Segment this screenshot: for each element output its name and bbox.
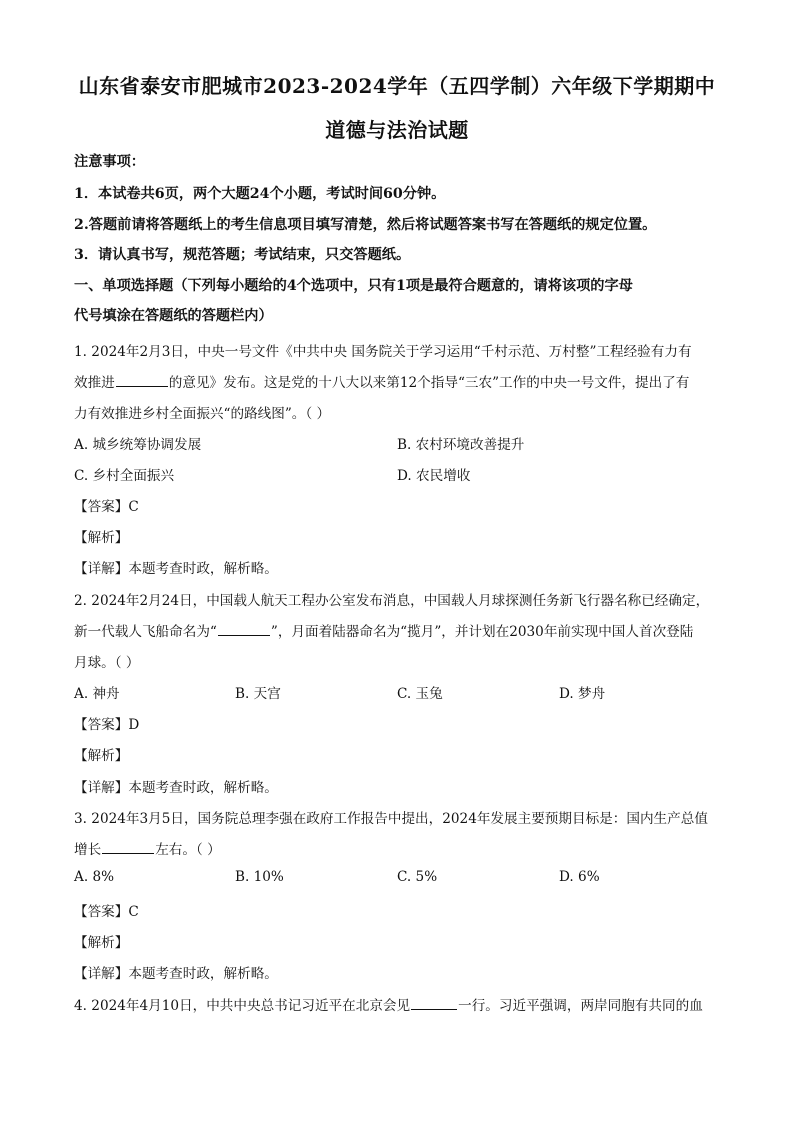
answer-value: C bbox=[128, 499, 139, 515]
option-a: A. 8% bbox=[74, 869, 115, 885]
answer-value: C bbox=[128, 904, 139, 920]
stem-text: 左右。（ ） bbox=[155, 842, 221, 858]
answer-blank bbox=[218, 623, 270, 636]
answer-label: 【答案】 bbox=[74, 499, 129, 515]
detail-line bbox=[74, 776, 278, 796]
question-1-stem-line-2 bbox=[74, 371, 689, 391]
stem-text: 效推进 bbox=[74, 375, 115, 391]
detail-label: 【详解】 bbox=[74, 561, 129, 577]
detail-line bbox=[74, 557, 278, 577]
notice-heading: 注意事项： bbox=[74, 154, 145, 170]
option-a: A. 神舟 bbox=[74, 686, 120, 702]
exam-title-line-1: 山东省泰安市肥城市2023-2024学年（五四学制）六年级下学期期中 bbox=[78, 74, 716, 98]
question-2-stem-line-3: 月球。（ ） bbox=[74, 655, 140, 671]
exam-title-line-2: 道德与法治试题 bbox=[325, 118, 469, 142]
question-1-stem-line-3: 力有效推进乡村全面振兴“的路线图”。（ ） bbox=[74, 406, 331, 422]
question-2-stem-line-1: 2. 2024年2月24日，中国载人航天工程办公室发布消息，中国载人月球探测任务新飞行器名称已经确定， bbox=[74, 593, 710, 609]
answer-blank bbox=[102, 841, 154, 854]
answer-blank bbox=[411, 997, 457, 1010]
stem-text: 4. 2024年4月10日，中共中央总书记习近平在北京会见 bbox=[74, 998, 411, 1014]
detail-label: 【详解】 bbox=[74, 966, 129, 982]
stem-text: 的意见》发布。这是党的十八大以来第12个指导“三农”工作的中央一号文件，提出了有 bbox=[168, 375, 690, 391]
answer-blank bbox=[116, 374, 168, 387]
option-c: C. 玉兔 bbox=[397, 686, 443, 702]
answer-line bbox=[74, 900, 139, 920]
option-b: B. 农村环境改善提升 bbox=[397, 437, 525, 453]
notice-item: 1．本试卷共6页，两个大题24个小题，考试时间60分钟。 bbox=[74, 186, 446, 202]
section-heading-line-1: 一、单项选择题（下列每小题给的4个选项中，只有1项是最符合题意的，请将该项的字母 bbox=[74, 278, 633, 294]
option-a: A. 城乡统筹协调发展 bbox=[74, 437, 202, 453]
option-d: D. 农民增收 bbox=[397, 468, 471, 484]
analysis-label: 【解析】 bbox=[74, 530, 129, 546]
answer-label: 【答案】 bbox=[74, 717, 129, 733]
stem-text: 新一代载人飞船命名为“ bbox=[74, 624, 217, 640]
option-b: B. 天宫 bbox=[235, 686, 281, 702]
detail-text: 本题考查时政，解析略。 bbox=[128, 966, 278, 982]
option-c: C. 乡村全面振兴 bbox=[74, 468, 175, 484]
answer-value: D bbox=[128, 717, 140, 733]
analysis-label: 【解析】 bbox=[74, 748, 129, 764]
detail-text: 本题考查时政，解析略。 bbox=[128, 561, 278, 577]
question-2-stem-line-2 bbox=[74, 620, 693, 640]
question-3-stem-line-2 bbox=[74, 838, 221, 858]
question-4-stem-line-1 bbox=[74, 994, 703, 1014]
stem-text: 一行。习近平强调，两岸同胞有共同的血 bbox=[458, 998, 703, 1014]
notice-item: 2.答题前请将答题纸上的考生信息项目填写清楚，然后将试题答案书写在答题纸的规定位置。 bbox=[74, 217, 657, 233]
analysis-label: 【解析】 bbox=[74, 935, 129, 951]
detail-label: 【详解】 bbox=[74, 780, 129, 796]
detail-text: 本题考查时政，解析略。 bbox=[128, 780, 278, 796]
option-d: D. 6% bbox=[559, 869, 600, 885]
answer-line bbox=[74, 713, 139, 733]
option-c: C. 5% bbox=[397, 869, 438, 885]
section-heading-line-2: 代号填涂在答题纸的答题栏内） bbox=[74, 308, 273, 324]
question-1-stem-line-1: 1. 2024年2月3日，中央一号文件《中共中央 国务院关于学习运用“千村示范、万村整”工程经验有力有 bbox=[74, 344, 692, 360]
option-b: B. 10% bbox=[235, 869, 284, 885]
stem-text: ”，月面着陆器命名为“揽月”，并计划在2030年前实现中国人首次登陆 bbox=[270, 624, 694, 640]
answer-label: 【答案】 bbox=[74, 904, 129, 920]
detail-line bbox=[74, 962, 278, 982]
stem-text: 增长 bbox=[74, 842, 102, 858]
question-3-stem-line-1: 3. 2024年3月5日，国务院总理李强在政府工作报告中提出，2024年发展主要预期目标是：国内生产总值 bbox=[74, 811, 708, 827]
option-d: D. 梦舟 bbox=[559, 686, 606, 702]
answer-line bbox=[74, 495, 139, 515]
notice-item: 3．请认真书写，规范答题；考试结束，只交答题纸。 bbox=[74, 247, 411, 263]
